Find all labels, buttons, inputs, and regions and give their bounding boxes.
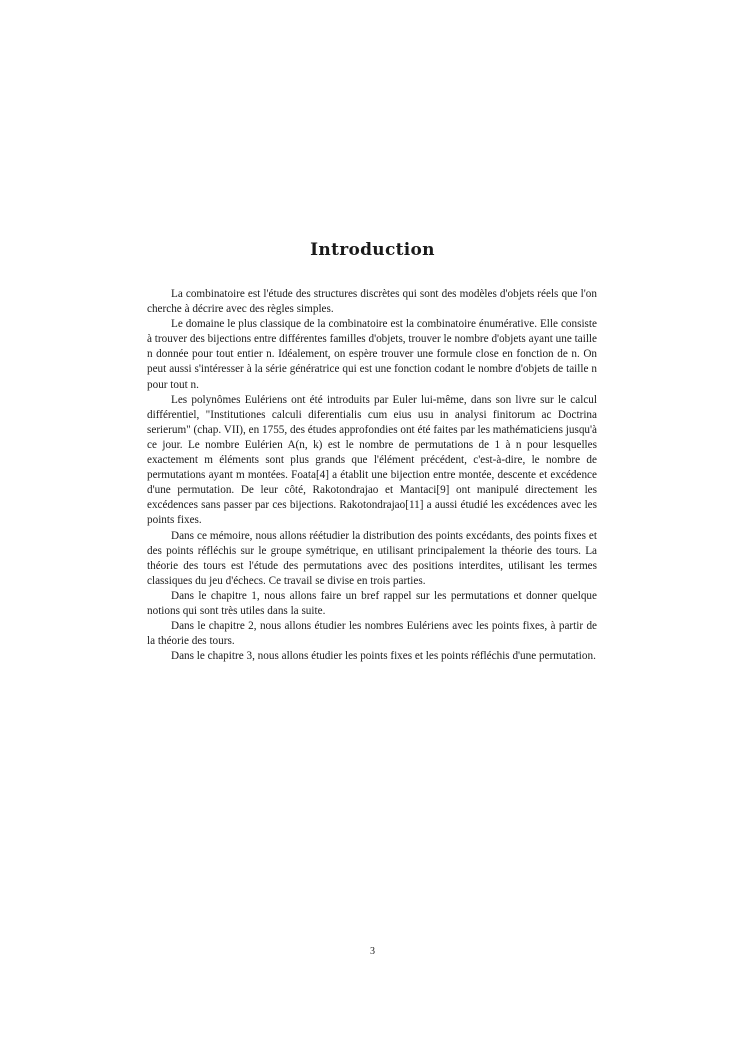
paragraph-3: Les polynômes Eulériens ont été introduits par Euler lui-même, dans son livre sur le calcul différentiel, "Institutiones calculi diferentialis cum eius usu in analysi finitorum ac Doctrina serierum" (chap. VII), en 1755, des études approfondies ont été faites par les mathématiciens jusqu'à ce jour. Le nombre Eulérien A(n, k) est le nombre de permutations de 1 à n pour lesquelles exactement m éléments sont plus grands que l'élément précédent, c'est-à-dire, le nombre de permutations ayant m montées. Foata[4] a établit une bijection entre montée, descente et excédence d'une permutation. De leur côté, Rakotondrajao et Mantaci[9] ont manipulé directement les excédences sans passer par ces bijections. Rakotondrajao[11] a aussi étudié les excédences avec les points fixes. [147, 393, 597, 527]
paragraph-2: Le domaine le plus classique de la combinatoire est la combinatoire énumérative. Elle consiste à trouver des bijections entre différentes familles d'objets, trouver le nombre d'objets ayant une taille n donnée pour tout entier n. Idéalement, on espère trouver une formule close en fonction de n. On peut aussi s'intéresser à la série génératrice qui est une fonction codant le nombre d'objets de taille n pour tout n. [147, 318, 597, 391]
paragraph-6: Dans le chapitre 2, nous allons étudier les nombres Eulériens avec les points fixes, à partir de la théorie des tours. [147, 620, 597, 648]
paragraph-4: Dans ce mémoire, nous allons réétudier la distribution des points excédants, des points fixes et des points réfléchis sur le groupe symétrique, en utilisant principalement la théorie des tours. La théorie des tours est l'étude des permutations avec des positions interdites, utilisant les termes classiques du jeu d'échecs. Ce travail se divise en trois parties. [147, 529, 597, 587]
section-title: Introduction [310, 240, 435, 260]
body-text [147, 287, 597, 664]
paragraph-5: Dans le chapitre 1, nous allons faire un bref rappel sur les permutations et donner quelque notions qui sont très utiles dans la suite. [147, 589, 597, 617]
paragraph-7: Dans le chapitre 3, nous allons étudier les points fixes et les points réfléchis d'une permutation. [171, 650, 596, 663]
paragraph-1: La combinatoire est l'étude des structures discrètes qui sont des modèles d'objets réels que l'on cherche à décrire avec des règles simples. [147, 288, 597, 316]
page-number: 3 [370, 946, 375, 957]
